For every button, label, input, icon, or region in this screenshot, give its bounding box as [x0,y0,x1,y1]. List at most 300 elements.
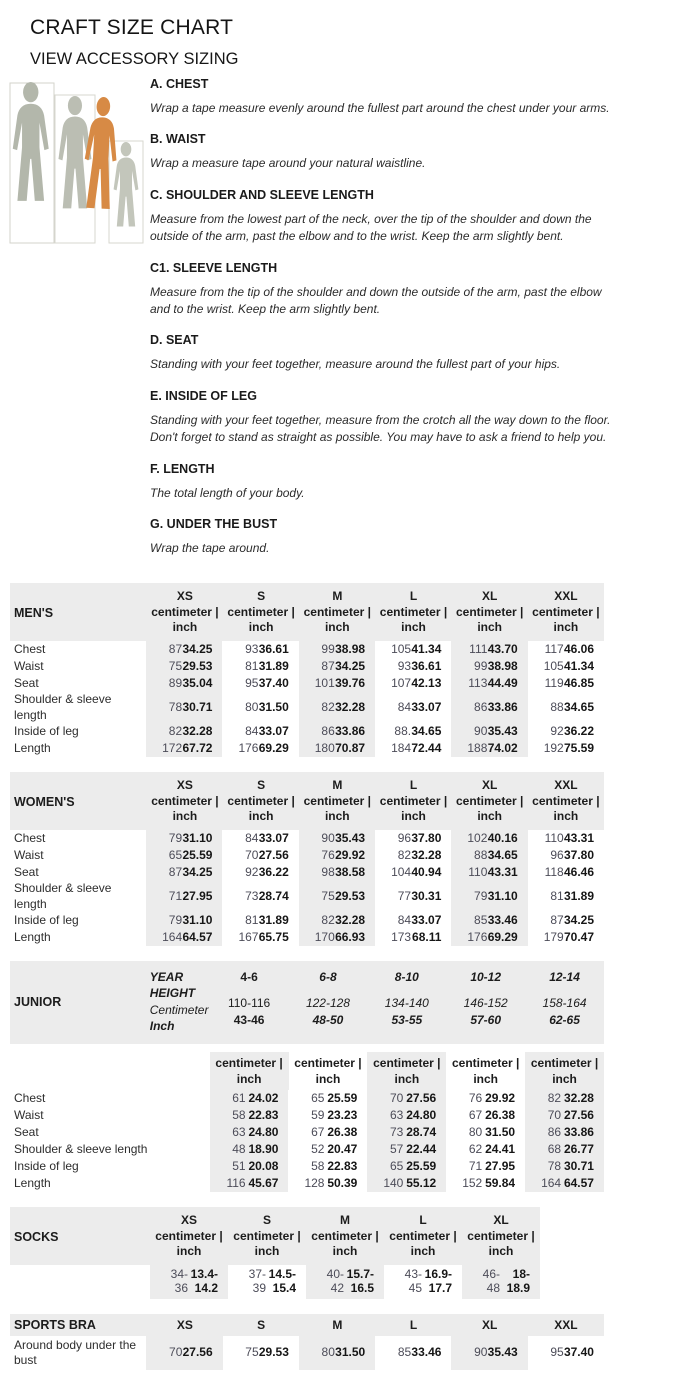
inch-value: 30.31 [411,888,442,903]
cm-value: 90 [474,1345,488,1360]
inch-value: 25.59 [327,1090,358,1105]
inch-value: 32.28 [411,847,442,862]
unit-subheader-row [10,1052,604,1090]
table-header-row [10,1207,540,1265]
inch-value: 46.46 [564,864,595,879]
unit-label-inch: inch [477,809,503,824]
unit-label-cm: centimeter | [379,793,448,808]
cm-value: 84 [245,830,259,845]
inch-value: 44.49 [487,675,518,690]
size-label: XXL [554,778,578,793]
table-row [10,1158,604,1175]
height-cm-range: 158-164 [542,996,587,1011]
inch-value: 59.84 [485,1175,516,1190]
unit-label-cm: centimeter | [215,1055,283,1070]
size-column-header [375,778,451,825]
size-column-header [528,589,604,636]
inch-value: 27.95 [485,1158,516,1173]
height-inch-range: 62-65 [549,1012,580,1027]
size-label: S [262,1213,271,1228]
unit-label-inch: inch [172,620,198,635]
inch-value: 35.04 [182,675,213,690]
size-value-cell [528,658,604,675]
unit-label-inch: inch [324,620,350,635]
size-value-cell [528,723,604,740]
inch-value: 75.59 [564,740,595,755]
unit-label-inch: inch [552,1071,577,1086]
cm-value: 73 [390,1124,404,1139]
size-value-cell [451,864,527,881]
cm-value: 80 [468,1124,483,1139]
cm-value: 105 [543,658,564,673]
inch-value: 46.06 [564,641,595,656]
size-label: XL [482,589,498,604]
inch-value: 36.22 [564,723,595,738]
inch-value: 28.74 [406,1124,437,1139]
unit-label-inch: inch [394,1071,420,1086]
row-label: Inside of leg [14,1158,79,1173]
measurement-guide-section [0,75,700,557]
size-value-cell [299,830,375,847]
inch-value: 33.46 [487,912,518,927]
size-value-cell [446,1124,525,1141]
inch-value: 35.43 [487,1345,518,1360]
size-value-cell [222,723,298,740]
size-column-header: XS [176,1317,193,1332]
inch-value: 25.59 [182,847,213,862]
unit-label-cm: centimeter | [155,1228,223,1243]
cm-value: 87 [168,864,183,879]
note-line: HEIGHT [149,986,196,1001]
inch-value: 20.08 [248,1158,279,1173]
socks-size-table [10,1207,540,1299]
cm-value: 88. [394,723,412,738]
cm-value: 78 [168,699,183,714]
cm-value: 88 [550,699,564,714]
inch-value: 33.86 [487,699,518,714]
cm-value: 71 [168,888,183,903]
cm-value: 107 [391,675,412,690]
inch-value: 25.59 [406,1158,437,1173]
inch-value: 74.02 [487,740,518,755]
size-value-cell [367,1107,446,1124]
size-value-cell [299,692,375,723]
size-value-cell [146,692,222,723]
cm-value: 79 [168,830,183,845]
cm-value: 79 [168,912,183,927]
measurement-block [150,389,620,447]
measurement-description: The total length of your body. [150,485,305,500]
row-label: Waist [14,847,44,862]
height-inch-range: 48-50 [312,1012,344,1027]
inch-value: 41.34 [411,641,442,656]
cm-value: 79 [474,888,488,903]
measurement-block [150,462,620,502]
inch-value: 34.65 [564,699,595,714]
cm-value: 57 [390,1141,404,1156]
height-cm-range: 134-140 [384,996,429,1011]
unit-label-inch: inch [332,1244,358,1259]
table-header-row [10,583,604,641]
size-value-cell [375,864,451,881]
size-value-cell [446,1158,525,1175]
unit-label-inch: inch [248,620,274,635]
size-label: XL [493,1213,509,1228]
cm-value: 164 [541,1175,562,1190]
cm-value: 96 [397,830,412,845]
note-line: Centimeter [149,1002,209,1017]
height-inch-range: 53-55 [391,1012,423,1027]
cm-value: 88 [474,847,488,862]
age-range: 4-6 [240,970,258,985]
size-value-cell [222,658,298,675]
inch-value: 32.28 [335,699,366,714]
table-row [10,1107,604,1124]
inch-value: 24.80 [248,1124,279,1139]
sports-bra-size-table [10,1314,604,1370]
table-title: JUNIOR [14,994,62,1009]
inch-value: 33.86 [563,1124,594,1139]
size-label: M [340,1213,350,1228]
cm-value: 176 [467,929,488,944]
size-value-cell [451,675,527,692]
size-value-cell [375,723,451,740]
size-column-header [299,589,375,636]
inch-value: 39.76 [335,675,366,690]
size-value-cell [146,881,222,912]
row-label: Seat [14,864,39,879]
size-value-cell [228,1265,306,1299]
cm-value: 92 [245,864,259,879]
unit-label-inch: inch [553,809,579,824]
size-value-cell [146,740,222,757]
size-column-header [228,1213,306,1260]
size-column-header [446,1052,525,1090]
inch-value: 67.72 [182,740,213,755]
cm-value: 78 [547,1158,562,1173]
cm-value: 65 [168,847,183,862]
size-value-cell [210,1124,289,1141]
inch-value: 37.40 [258,675,289,690]
inch-value: 33.86 [335,723,366,738]
age-column-header [525,969,604,1034]
inch-value: 29.53 [182,658,213,673]
size-column-header [525,1052,604,1090]
cm-value: 101 [314,675,335,690]
cm-value: 70 [245,847,259,862]
cm-value: 105 [391,641,412,656]
cm-value: 84 [397,699,412,714]
size-value-cell [288,1090,367,1107]
cm-value: 118 [544,864,564,879]
size-value-cell [288,1158,367,1175]
inch-value: 42.13 [411,675,442,690]
cm-value: 179 [543,929,564,944]
table-row [10,847,604,864]
inch-value: 15.7-16.5 [346,1267,374,1295]
junior-size-table [10,961,604,1192]
size-value-cell [299,864,375,881]
table-row [10,881,604,912]
measurement-block [150,261,620,319]
size-value-cell [525,1158,604,1175]
mens-size-table [10,583,604,757]
size-value-cell [528,912,604,929]
unit-label-cm: centimeter | [379,604,448,619]
height-cm-range: 122-128 [305,996,350,1011]
inch-value: 43.70 [487,641,518,656]
inch-value: 18-18.9 [506,1267,530,1295]
size-value-cell [210,1107,289,1124]
age-range: 8-10 [394,970,419,985]
size-value-cell [375,692,451,723]
size-value-cell [222,847,298,864]
size-value-cell [528,740,604,757]
size-value-cell [528,929,604,946]
size-column-header [452,589,528,636]
row-label: Inside of leg [14,912,79,927]
inch-value: 27.56 [563,1107,594,1122]
size-value-cell [451,723,527,740]
size-value-cell [451,740,527,757]
age-column-header [446,969,525,1034]
measurement-description: Measure from the lowest part of the neck, over the tip of the shoulder and down the outside of the arm, past the elbow and to the wrist. Keep the arm slightly bent. [150,211,592,244]
inch-value: 33.07 [411,912,442,927]
size-value-cell [299,1336,375,1370]
cm-value: 82 [321,699,335,714]
row-label: Length [14,1175,51,1190]
size-value-cell [210,1141,289,1158]
size-value-cell [146,641,222,658]
inch-value: 31.10 [182,912,213,927]
size-value-cell [525,1175,604,1192]
cm-value: 84 [397,912,412,927]
size-value-cell [222,912,298,929]
size-value-cell [146,675,222,692]
inch-value: 22.44 [406,1141,437,1156]
unit-label-cm: centimeter | [455,604,524,619]
inch-value: 64.57 [563,1175,594,1190]
cm-value: 80 [245,699,259,714]
unit-label-cm: centimeter | [311,1228,379,1243]
inch-value: 31.89 [258,912,289,927]
size-value-cell [446,1090,525,1107]
size-value-cell [451,1336,527,1370]
header-gap [10,1044,604,1052]
cm-value: 65 [311,1090,325,1105]
cm-value: 86 [547,1124,562,1139]
size-value-cell [146,830,222,847]
unit-label-cm: centimeter | [455,793,524,808]
inch-value: 34.65 [411,723,442,738]
size-value-cell [451,847,527,864]
table-title: SPORTS BRA [14,1317,96,1332]
inch-value: 36.61 [258,641,289,656]
cm-value: 93 [397,658,412,673]
size-value-cell [525,1141,604,1158]
inch-value: 27.56 [406,1090,437,1105]
cm-value: 40-42 [326,1267,344,1295]
row-label [10,1265,150,1299]
unit-label-cm: centimeter | [389,1228,457,1243]
inch-value: 29.92 [485,1090,516,1105]
size-value-cell [375,658,451,675]
unit-label-cm: centimeter | [151,793,219,808]
size-value-cell [446,1107,525,1124]
subheader-spacer [10,1052,210,1090]
size-value-cell [367,1158,446,1175]
row-label: Chest [14,1090,46,1105]
measurement-heading: F. LENGTH [150,461,215,476]
measurement-description: Wrap the tape around. [150,540,270,555]
size-value-cell [375,740,451,757]
inch-value: 38.98 [487,658,518,673]
size-value-cell [288,1107,367,1124]
size-label: XS [176,589,193,604]
cm-value: 63 [390,1107,404,1122]
inch-value: 27.56 [182,1345,213,1360]
measurement-block [150,132,620,172]
unit-label-inch: inch [477,620,503,635]
cm-value: 70 [547,1107,562,1122]
size-label: L [419,1213,427,1228]
unit-label-inch: inch [236,1071,262,1086]
cm-value: 85 [397,1345,412,1360]
cm-value: 82 [547,1090,562,1105]
cm-value: 65 [390,1158,404,1173]
inch-value: 27.56 [258,847,289,862]
size-column-header: S [257,1317,266,1332]
cm-value: 102 [467,830,488,845]
size-value-cell [525,1107,604,1124]
cm-value: 140 [383,1175,404,1190]
size-value-cell [528,881,604,912]
table-row [10,641,604,658]
age-column-header [289,969,368,1034]
unit-label-cm: centimeter | [151,604,219,619]
inch-value: 34.25 [564,912,595,927]
size-value-cell [367,1124,446,1141]
inch-value: 34.65 [487,847,518,862]
size-value-cell [222,864,298,881]
size-column-header: L [409,1317,418,1332]
size-label: XL [482,778,498,793]
measurement-description: Wrap a measure tape around your natural waistline. [150,156,426,171]
unit-label-cm: centimeter | [303,604,371,619]
size-column-header [384,1213,462,1260]
cm-value: 113 [468,675,488,690]
size-column-header [462,1213,540,1260]
inch-value: 43.31 [487,864,518,879]
unit-label-cm: centimeter | [233,1228,301,1243]
unit-label-inch: inch [176,1244,202,1259]
unit-label-cm: centimeter | [532,793,600,808]
size-value-cell [222,881,298,912]
cm-value: 76 [321,847,335,862]
height-inch-range: 43-46 [233,1012,265,1027]
inch-value: 16.9-17.7 [424,1267,452,1295]
inch-value: 24.80 [406,1107,437,1122]
cm-value: 70 [169,1345,183,1360]
unit-label-inch: inch [172,809,198,824]
size-value-cell [375,830,451,847]
size-label: XS [176,778,193,793]
unit-label-inch: inch [473,1071,499,1086]
measurement-heading: G. UNDER THE BUST [150,516,278,531]
size-value-cell [528,675,604,692]
inch-value: 35.43 [487,723,518,738]
inch-value: 23.23 [327,1107,358,1122]
row-label: Seat [14,675,39,690]
measurement-heading: A. CHEST [150,77,209,91]
cm-value: 116 [226,1175,246,1190]
cm-value: 75 [168,658,183,673]
inch-value: 14.5-15.4 [268,1267,296,1295]
table-row [10,830,604,847]
inch-value: 29.92 [335,847,366,862]
size-value-cell [375,912,451,929]
inch-value: 20.47 [327,1141,358,1156]
size-label: S [257,589,266,604]
cm-value: 86 [474,699,488,714]
row-label: Chest [14,641,46,656]
cm-value: 128 [304,1175,325,1190]
unit-label-inch: inch [488,1244,514,1259]
age-column-header [210,969,289,1034]
size-value-cell [367,1175,446,1192]
cm-value: 70 [390,1090,404,1105]
size-column-header [223,589,299,636]
size-value-cell [446,1175,525,1192]
inch-value: 31.89 [258,658,289,673]
size-value-cell [222,692,298,723]
size-value-cell [375,929,451,946]
cm-value: 75 [321,888,335,903]
inch-value: 22.83 [248,1107,279,1122]
measurement-instructions [150,75,620,557]
table-header-row [10,961,604,1044]
inch-value: 34.25 [182,864,213,879]
size-value-cell [288,1175,367,1192]
cm-value: 62 [468,1141,483,1156]
cm-value: 48 [232,1141,246,1156]
inch-value: 34.25 [182,641,213,656]
size-value-cell [528,692,604,723]
size-value-cell [299,740,375,757]
table-row [10,675,604,692]
row-label: Shoulder & sleeve length [14,692,112,722]
size-column-header [452,778,528,825]
note-line: YEAR [149,970,184,985]
inch-value: 34.25 [335,658,366,673]
size-value-cell [384,1265,462,1299]
cm-value: 176 [238,740,259,755]
size-value-cell [222,740,298,757]
inch-value: 43.31 [564,830,595,845]
inch-value: 37.80 [564,847,595,862]
measurement-heading: D. SEAT [150,333,199,348]
size-value-cell [146,864,222,881]
size-value-cell [451,658,527,675]
measurement-block [150,517,620,557]
view-accessory-sizing-link[interactable]: VIEW ACCESSORY SIZING [30,50,239,68]
unit-label-inch: inch [315,1071,341,1086]
inch-value: 31.50 [258,699,289,714]
cm-value: 89 [168,675,183,690]
inch-value: 32.28 [563,1090,594,1105]
size-value-cell [299,675,375,692]
cm-value: 99 [321,641,335,656]
